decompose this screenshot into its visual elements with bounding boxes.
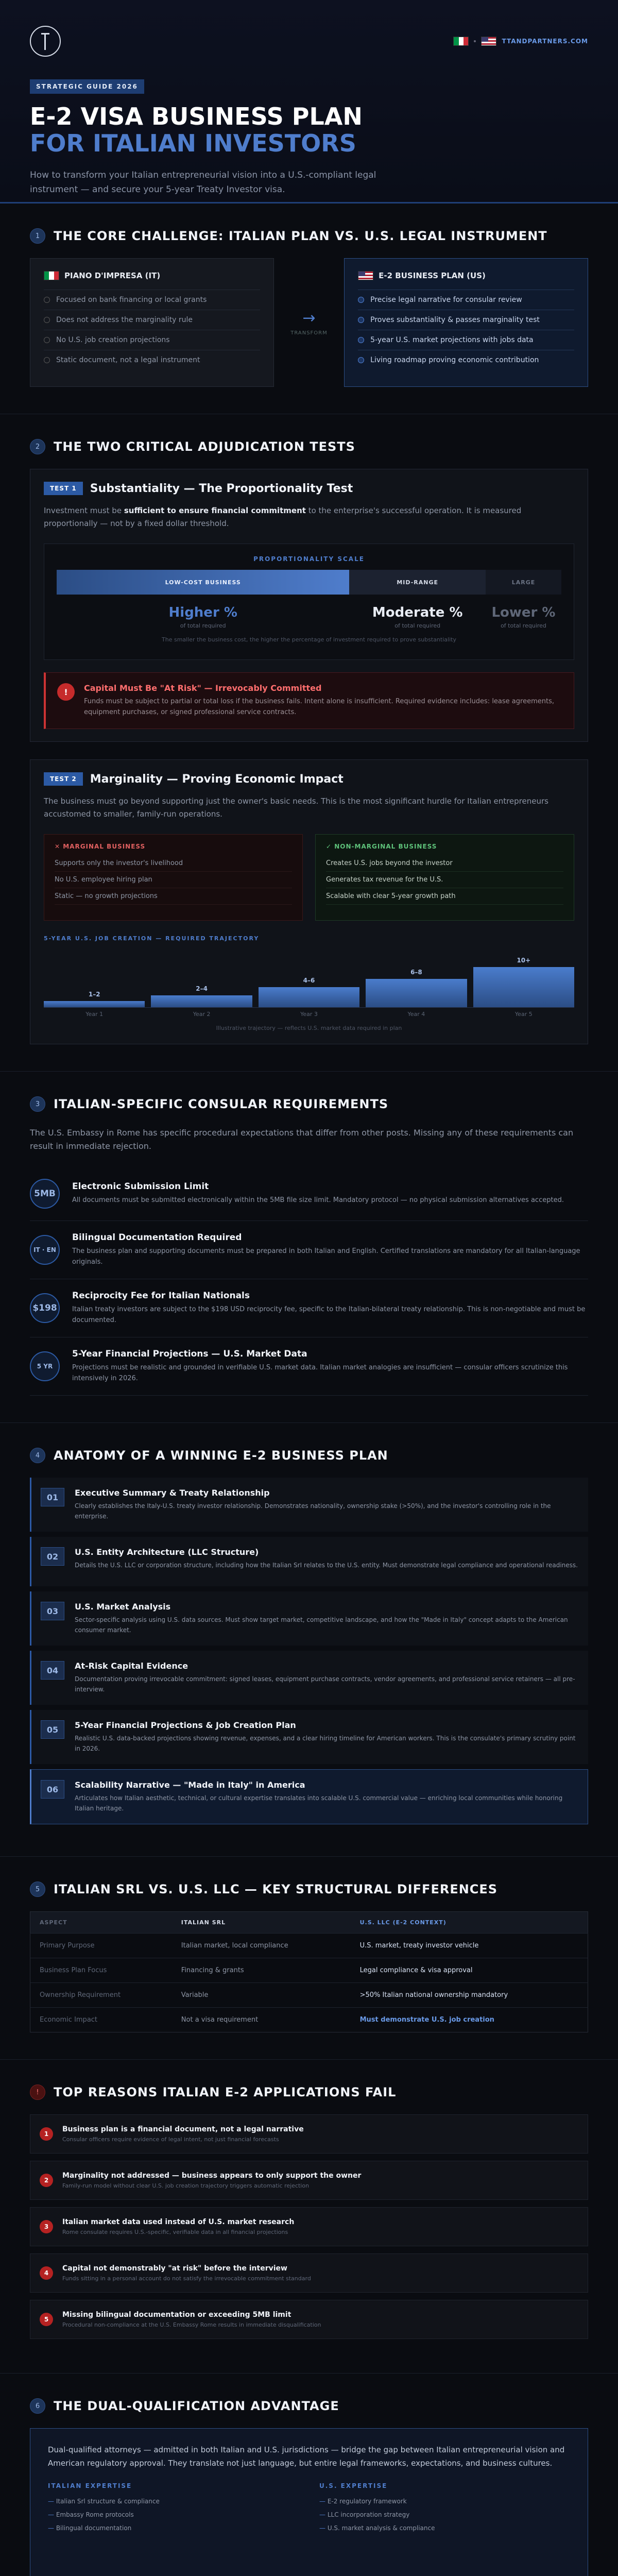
list-item-text: Static document, not a legal instrument <box>56 356 200 364</box>
component-number: 01 <box>41 1488 64 1506</box>
bullet-icon <box>44 317 50 323</box>
fail-number-icon: 1 <box>40 2127 53 2141</box>
expertise-heading: U.S. EXPERTISE <box>319 2482 388 2489</box>
fail-number-icon: 2 <box>40 2174 53 2187</box>
bar-value-label: 10+ <box>517 957 531 964</box>
italian-plan-card <box>30 258 274 387</box>
page-subtitle: FOR ITALIAN INVESTORS <box>30 129 356 157</box>
plan-component <box>30 1537 588 1586</box>
component-text: Sector-specific analysis using U.S. data sources. Must show target market, competitive landscape, and how the "Made in Italy" concept adapts to the American consumer market. <box>75 1616 568 1634</box>
us-plan-card <box>344 258 588 387</box>
component-title: 5-Year Financial Projections & Job Creation Plan <box>75 1720 296 1730</box>
section-title: ANATOMY OF A WINNING E-2 BUSINESS PLAN <box>54 1448 388 1463</box>
scale-value-mid: Moderate % <box>372 605 463 620</box>
expertise-item: — U.S. market analysis & compliance <box>319 2521 570 2535</box>
italy-flag-icon <box>453 37 469 46</box>
fail-title: Capital not demonstrably "at risk" before the interview <box>62 2264 287 2273</box>
usa-flag-icon <box>481 37 496 46</box>
scale-label: PROPORTIONALITY SCALE <box>253 555 365 563</box>
list-item-text: Living roadmap proving economic contribution <box>370 356 539 364</box>
bar <box>473 967 574 1007</box>
component-number: 03 <box>41 1602 64 1620</box>
component-text: Clearly establishes the Italy-U.S. treaty investor relationship. Demonstrates nationality, ownership stake (>50%), and the investor's controlling role in the enterprise. <box>75 1502 551 1520</box>
component-title: U.S. Entity Architecture (LLC Structure) <box>75 1547 259 1557</box>
bar-value-label: 6–8 <box>410 969 422 976</box>
scale-sub: of total required <box>394 622 441 629</box>
component-text: Details the U.S. LLC or corporation structure, including how the Italian SrI relates to the U.S. entity. Must demonstrate legal compliance and operational readiness. <box>75 1562 578 1569</box>
list-item <box>44 350 260 370</box>
component-title: U.S. Market Analysis <box>75 1602 171 1612</box>
scale-value-low: Higher % <box>168 605 237 620</box>
plan-component <box>30 1591 588 1646</box>
requirement-badge: 5 YR <box>30 1351 60 1381</box>
column-header: ITALIAN SRL <box>172 1912 351 1934</box>
bar-value-label: 1–2 <box>88 991 100 998</box>
bar-column <box>259 947 359 1007</box>
arrow-label: TRANSFORM <box>290 330 328 336</box>
component-title: At-Risk Capital Evidence <box>75 1661 188 1671</box>
expertise-item: — LLC incorporation strategy <box>319 2508 570 2521</box>
fail-text: Family-run model without clear U.S. job creation trajectory triggers automatic rejection <box>62 2182 310 2189</box>
component-number: 06 <box>41 1780 64 1799</box>
transform-arrow-icon: → TRANSFORM <box>284 309 334 336</box>
requirement-title: 5-Year Financial Projections — U.S. Market Data <box>72 1349 307 1359</box>
plan-component <box>30 1710 588 1764</box>
fail-number-icon: 4 <box>40 2266 53 2280</box>
table-cell: Business Plan Focus <box>30 1958 172 1983</box>
section-number: 1 <box>30 228 45 244</box>
section-structural-differences <box>0 1857 618 2060</box>
test1-card <box>30 469 588 742</box>
requirement-badge: 5MB <box>30 1179 60 1209</box>
test2-card <box>30 759 588 1044</box>
component-text: Documentation proving irrevocable commitment: signed leases, equipment purchase contracts, vendor agreements, and professional service retainers — all pre-interview. <box>75 1675 575 1693</box>
fail-number-icon: 3 <box>40 2220 53 2233</box>
component-number: 04 <box>41 1661 64 1680</box>
alert-title: Capital Must Be "At Risk" — Irrevocably Committed <box>84 683 322 693</box>
section-consular-requirements <box>0 1072 618 1423</box>
bar <box>44 1001 145 1007</box>
fail-title: Marginality not addressed — business appears to only support the owner <box>62 2172 362 2180</box>
column-header: ASPECT <box>30 1912 172 1934</box>
proportionality-scale <box>44 544 574 660</box>
plan-component <box>30 1769 588 1824</box>
section-title: THE CORE CHALLENGE: ITALIAN PLAN VS. U.S. LEGAL INSTRUMENT <box>54 229 547 243</box>
expertise-item: — Italian Srl structure & compliance <box>48 2495 299 2508</box>
scale-note: The smaller the business cost, the higher the percentage of investment required to prove substantiality <box>162 636 456 643</box>
table-cell: Primary Purpose <box>30 1934 172 1958</box>
component-title: Executive Summary & Treaty Relationship <box>75 1488 270 1498</box>
scale-segment-large: LARGE <box>486 570 561 595</box>
firm-logo-icon[interactable] <box>30 26 61 57</box>
chart-note: Illustrative trajectory — reflects U.S. market data required in plan <box>216 1025 402 1031</box>
fail-reason <box>30 2300 588 2339</box>
test-badge: TEST 1 <box>44 482 83 495</box>
requirement-title: Bilingual Documentation Required <box>72 1232 242 1243</box>
list-item-text: 5-year U.S. market projections with jobs data <box>370 336 534 344</box>
fail-title: Missing bilingual documentation or exceeding 5MB limit <box>62 2311 291 2319</box>
section-number: 3 <box>30 1096 45 1112</box>
x-tick-label: Year 3 <box>300 1011 318 1018</box>
section-number: 2 <box>30 439 45 454</box>
test-badge: TEST 2 <box>44 772 83 786</box>
warning-icon: ! <box>57 683 75 701</box>
requirement-title: Electronic Submission Limit <box>72 1181 209 1192</box>
guide-badge: STRATEGIC GUIDE 2026 <box>30 79 144 94</box>
list-item <box>358 290 574 310</box>
bar-value-label: 2–4 <box>196 985 208 992</box>
card-heading: ✕ MARGINAL BUSINESS <box>55 843 146 850</box>
italy-flag-icon <box>44 271 59 280</box>
expertise-item: — Embassy Rome protocols <box>48 2508 299 2521</box>
table-row <box>30 1958 588 1983</box>
fail-reason <box>30 2253 588 2293</box>
x-tick-label: Year 2 <box>193 1011 211 1018</box>
table-cell: Italian market, local compliance <box>172 1934 351 1958</box>
bar-column <box>366 947 467 1007</box>
list-item-text: Precise legal narrative for consular review <box>370 296 522 304</box>
expertise-item: — Bilingual documentation <box>48 2521 299 2535</box>
dual-text: Dual-qualified attorneys — admitted in both Italian and U.S. jurisdictions — bridge the gap between Italian entrepreneurial vision and American regulatory approval. They translate not just language, but entire legal frameworks, expectations, and business cultures. <box>48 2445 565 2468</box>
component-text: Realistic U.S. data-backed projections showing revenue, expenses, and a clear hiring timeline for American workers. This is the consulate's primary scrutiny point in 2026. <box>75 1735 576 1752</box>
scale-segment-mid: MID-RANGE <box>349 570 486 595</box>
section-fail-reasons <box>0 2060 618 2374</box>
expertise-heading: ITALIAN EXPERTISE <box>48 2482 132 2489</box>
fail-text: Consular officers require evidence of legal intent, not just financial forecasts <box>62 2136 279 2143</box>
requirement-item <box>30 1279 588 1337</box>
scale-value-large: Lower % <box>491 605 556 620</box>
table-cell: Ownership Requirement <box>30 1983 172 2008</box>
list-item <box>358 330 574 350</box>
list-item: Scalable with clear 5-year growth path <box>326 888 563 905</box>
fail-title: Italian market data used instead of U.S. market research <box>62 2218 295 2226</box>
table-cell: U.S. market, treaty investor vehicle <box>351 1934 588 1958</box>
scale-sub: of total required <box>501 622 546 629</box>
bullet-icon <box>44 357 50 363</box>
alert-text: Funds must be subject to partial or total loss if the business fails. Intent alone is insufficient. Required evidence includes: lease agreements, equipment purchases, or signed professional service contracts. <box>84 698 554 716</box>
hero-lead: How to transform your Italian entrepreneurial vision into a U.S.-compliant legal instrument — and secure your 5-year Treaty Investor visa. <box>30 170 376 195</box>
card-heading: ✓ NON-MARGINAL BUSINESS <box>326 843 437 850</box>
table-cell: Variable <box>172 1983 351 2008</box>
section-core-challenge <box>0 204 618 414</box>
fail-number-icon: 5 <box>40 2313 53 2326</box>
srl-llc-table <box>30 1911 588 2032</box>
table-row <box>30 1934 588 1958</box>
fail-text: Procedural non-compliance at the U.S. Embassy Rome results in immediate disqualification <box>62 2321 321 2328</box>
table-row <box>30 2008 588 2032</box>
test-description: The business must go beyond supporting just the owner's basic needs. This is the most significant hurdle for Italian entrepreneurs accustomed to smaller, family-run operations. <box>44 796 548 819</box>
requirement-item <box>30 1221 588 1279</box>
bullet-icon <box>358 317 364 323</box>
card-title: E-2 BUSINESS PLAN (US) <box>379 271 486 280</box>
expertise-item: — E-2 regulatory framework <box>319 2495 570 2508</box>
usa-flag-icon <box>358 271 373 280</box>
at-risk-alert <box>44 672 574 729</box>
list-item <box>44 290 260 310</box>
section-dual-qualification <box>0 2374 618 2576</box>
list-item <box>358 310 574 330</box>
requirement-item <box>30 1166 588 1221</box>
requirement-item <box>30 1337 588 1396</box>
requirement-text: The business plan and supporting documents must be prepared in both Italian and English. Certified translations are mandatory for all Italian-language originals. <box>72 1247 580 1266</box>
test-title: Marginality — Proving Economic Impact <box>90 772 344 786</box>
section-number: 6 <box>30 2398 45 2414</box>
test-description: Investment must be sufficient to ensure financial commitment to the enterprise's successful operation. It is measured proportionally — not by a fixed dollar threshold. <box>44 506 522 528</box>
table-cell: >50% Italian national ownership mandatory <box>351 1983 588 2008</box>
section-title: ITALIAN-SPECIFIC CONSULAR REQUIREMENTS <box>54 1097 389 1111</box>
list-item: No U.S. employee hiring plan <box>55 872 292 888</box>
list-item-text: Focused on bank financing or local grants <box>56 296 207 304</box>
section-number: ! <box>30 2084 45 2100</box>
table-row <box>30 1983 588 2008</box>
fail-text: Rome consulate requires U.S.-specific, verifiable data in all financial projections <box>62 2229 288 2235</box>
fail-reason <box>30 2114 588 2154</box>
bar <box>259 987 359 1007</box>
page-title: E-2 VISA BUSINESS PLAN <box>30 103 363 130</box>
list-item: Supports only the investor's livelihood <box>55 855 292 872</box>
plan-component <box>30 1478 588 1532</box>
fail-title: Business plan is a financial document, not a legal narrative <box>62 2125 304 2133</box>
section-title: TOP REASONS ITALIAN E-2 APPLICATIONS FAIL <box>54 2085 397 2099</box>
requirement-title: Reciprocity Fee for Italian Nationals <box>72 1291 250 1301</box>
bar <box>366 979 467 1007</box>
dual-qualification-card <box>30 2428 588 2576</box>
card-title: PIANO D'IMPRESA (IT) <box>64 271 161 280</box>
chart-title: 5-YEAR U.S. JOB CREATION — REQUIRED TRAJECTORY <box>44 935 260 942</box>
section-title: THE TWO CRITICAL ADJUDICATION TESTS <box>54 439 355 454</box>
table-cell: Not a visa requirement <box>172 2008 351 2032</box>
fail-text: Funds sitting in a personal account do not satisfy the irrevocable commitment standard <box>62 2275 311 2282</box>
section-title: ITALIAN SRL VS. U.S. LLC — KEY STRUCTURAL DIFFERENCES <box>54 1882 498 1896</box>
list-item <box>358 350 574 370</box>
component-text: Articulates how Italian aesthetic, technical, or cultural expertise translates into scalable U.S. commercial value — enriching local communities while honoring Italian heritage. <box>75 1794 563 1812</box>
section-number: 5 <box>30 1882 45 1897</box>
table-cell <box>351 2008 588 2032</box>
list-item <box>44 330 260 350</box>
bar-column <box>44 947 145 1007</box>
bullet-icon <box>44 297 50 303</box>
site-link[interactable]: TTANDPARTNERS.COM <box>502 38 588 45</box>
x-tick-label: Year 4 <box>407 1011 425 1018</box>
bullet-icon <box>44 337 50 343</box>
table-cell-emphasis: Must demonstrate U.S. job creation <box>359 2016 494 2024</box>
scale-segment-low: LOW-COST BUSINESS <box>57 570 349 595</box>
x-tick-label: Year 1 <box>85 1011 104 1018</box>
marginal-business-card <box>44 834 303 921</box>
section-number: 4 <box>30 1448 45 1463</box>
bullet-icon <box>358 297 364 303</box>
component-title: Scalability Narrative — "Made in Italy" in America <box>75 1780 305 1790</box>
list-item-text: Does not address the marginality rule <box>56 316 193 324</box>
hero-header <box>0 0 618 204</box>
requirement-text: Italian treaty investors are subject to the $198 USD reciprocity fee, specific to the Italian-bilateral treaty relationship. This is non-negotiable and must be documented. <box>72 1306 586 1324</box>
requirement-badge: IT · EN <box>30 1235 60 1265</box>
job-trajectory-chart <box>44 935 574 1031</box>
section-intro: The U.S. Embassy in Rome has specific procedural expectations that differ from other posts. Missing any of these requirements can result in immediate rejection. <box>30 1128 574 1151</box>
list-item <box>44 310 260 330</box>
scale-sub: of total required <box>180 622 226 629</box>
list-item: Generates tax revenue for the U.S. <box>326 872 563 888</box>
test-title: Substantiality — The Proportionality Test <box>90 482 353 495</box>
list-item-text: Proves substantiality & passes marginality test <box>370 316 540 324</box>
x-tick-label: Year 5 <box>514 1011 533 1018</box>
bar-column <box>151 947 252 1007</box>
section-title: THE DUAL-QUALIFICATION ADVANTAGE <box>54 2399 339 2413</box>
bar <box>151 995 252 1007</box>
fail-reason <box>30 2161 588 2200</box>
list-item: Static — no growth projections <box>55 888 292 905</box>
section-anatomy <box>0 1423 618 1857</box>
plan-component <box>30 1651 588 1705</box>
requirement-text: All documents must be submitted electronically within the 5MB file size limit. Mandatory protocol — no physical submission alternatives accepted. <box>72 1196 564 1204</box>
table-cell: Financing & grants <box>172 1958 351 1983</box>
table-cell: Economic Impact <box>30 2008 172 2032</box>
bullet-icon <box>358 357 364 363</box>
requirement-badge: $198 <box>30 1293 60 1323</box>
list-item: Creates U.S. jobs beyond the investor <box>326 855 563 872</box>
component-number: 02 <box>41 1547 64 1566</box>
list-item-text: No U.S. job creation projections <box>56 336 170 344</box>
bar-column <box>473 947 574 1007</box>
section-adjudication-tests <box>0 414 618 1072</box>
table-cell: Legal compliance & visa approval <box>351 1958 588 1983</box>
requirement-text: Projections must be realistic and grounded in verifiable U.S. market data. Italian market analogies are insufficient — consular officers scrutinize this intensively in 2026. <box>72 1364 568 1382</box>
component-number: 05 <box>41 1720 64 1739</box>
non-marginal-business-card <box>315 834 574 921</box>
bar-value-label: 4–6 <box>303 977 315 984</box>
fail-reason <box>30 2207 588 2246</box>
bullet-icon <box>358 337 364 343</box>
column-header: U.S. LLC (E-2 CONTEXT) <box>351 1912 588 1934</box>
